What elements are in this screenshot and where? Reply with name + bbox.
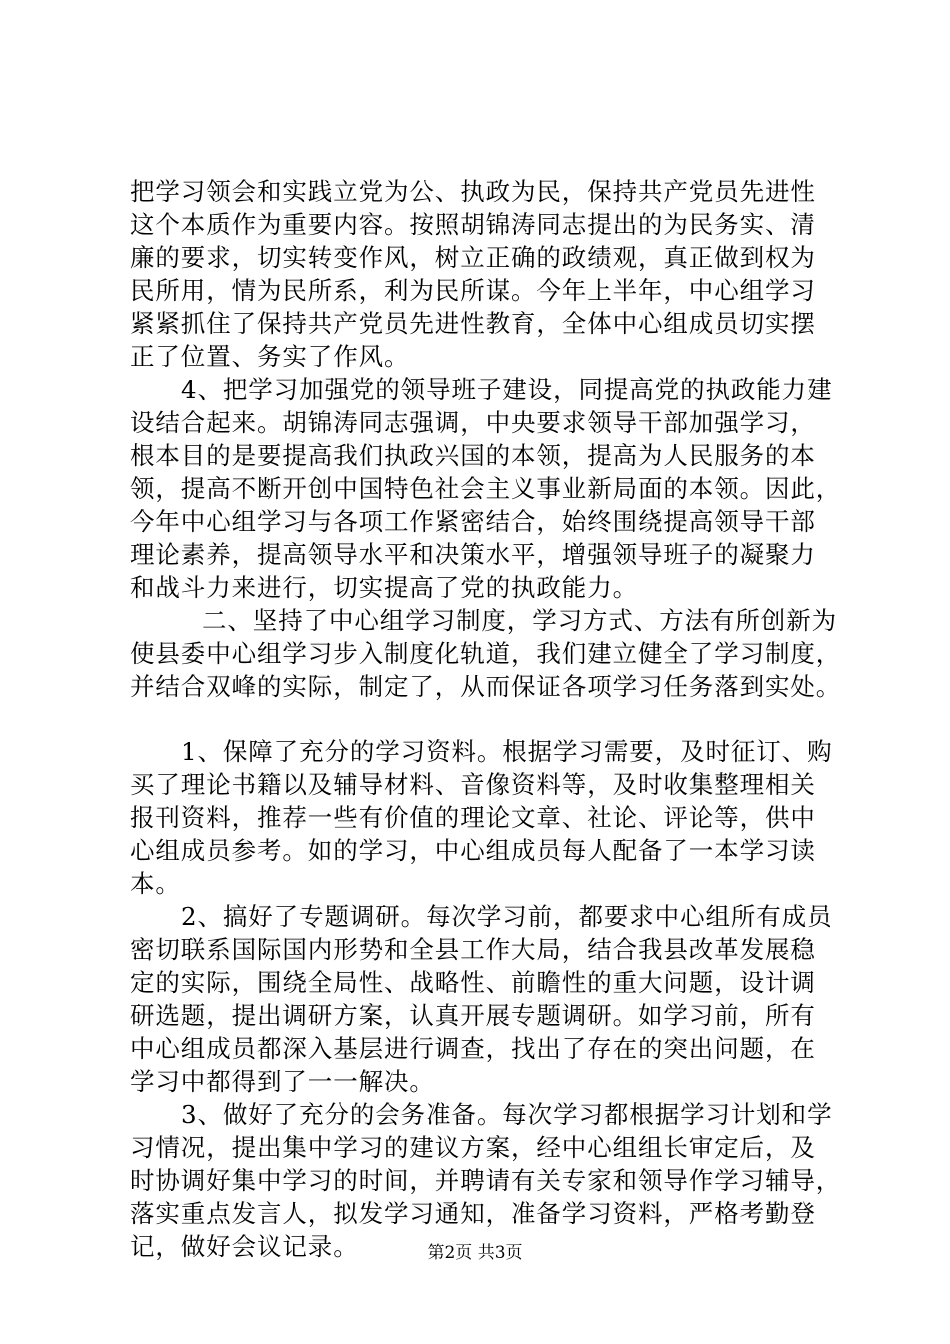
text-line: 今年中心组学习与各项工作紧密结合，始终围绕提高领导干部 [130,507,816,536]
text-line: 并结合双峰的实际，制定了，从而保证各项学习任务落到实处。 [130,672,842,701]
text-line: 设结合起来。胡锦涛同志强调，中央要求领导干部加强学习， [130,408,816,437]
text-line: 记，做好会议记录。 [130,1232,359,1261]
text-line: 习情况，提出集中学习的建议方案，经中心组组长审定后，及 [130,1133,816,1162]
text-line: 心组成员参考。如的学习，中心组成员每人配备了一本学习读 [130,836,816,865]
text-line: 定的实际，围绕全局性、战略性、前瞻性的重大问题，设计调 [130,968,816,997]
text-line: 根本目的是要提高我们执政兴国的本领，提高为人民服务的本 [130,441,816,470]
text-line: 报刊资料，推荐一些有价值的理论文章、社论、评论等，供中 [130,803,816,832]
text-line: 这个本质作为重要内容。按照胡锦涛同志提出的为民务实、清 [130,210,816,239]
text-line: 正了位置、务实了作风。 [130,342,410,371]
text-line: 领，提高不断开创中国特色社会主义事业新局面的本领。因此， [130,474,842,503]
text-line: 落实重点发言人，拟发学习通知，准备学习资料，严格考勤登 [130,1199,816,1228]
text-line: 买了理论书籍以及辅导材料、音像资料等，及时收集整理相关 [130,770,816,799]
text-line: 本。 [130,869,181,898]
section-heading-line: 二、坚持了中心组学习制度，学习方式、方法有所创新为 [202,606,837,635]
text-line: 民所用，情为民所系，利为民所谋。今年上半年，中心组学习 [130,276,816,305]
text-line: 理论素养，提高领导水平和决策水平，增强领导班子的凝聚力 [130,540,816,569]
text-line: 把学习领会和实践立党为公、执政为民，保持共产党员先进性 [130,177,816,206]
text-line: 中心组成员都深入基层进行调查，找出了存在的突出问题，在 [130,1034,816,1063]
text-line: 研选题，提出调研方案，认真开展专题调研。如学习前，所有 [130,1001,816,1030]
text-line: 紧紧抓住了保持共产党员先进性教育，全体中心组成员切实摆 [130,309,816,338]
text-line: 使县委中心组学习步入制度化轨道，我们建立健全了学习制度， [130,639,842,668]
page-number-footer: 第2页 共3页 [427,1243,523,1263]
text-line: 4、把学习加强党的领导班子建设，同提高党的执政能力建 [181,375,833,404]
text-line: 时协调好集中学习的时间，并聘请有关专家和领导作学习辅导， [130,1166,842,1195]
text-line: 密切联系国际国内形势和全县工作大局，结合我县改革发展稳 [130,935,816,964]
text-line: 1、保障了充分的学习资料。根据学习需要，及时征订、购 [181,737,833,766]
text-line: 和战斗力来进行，切实提高了党的执政能力。 [130,573,638,602]
text-line: 廉的要求，切实转变作风，树立正确的政绩观，真正做到权为 [130,243,816,272]
text-line: 学习中都得到了一一解决。 [130,1067,435,1096]
text-line: 2、搞好了专题调研。每次学习前，都要求中心组所有成员 [181,902,833,931]
text-line: 3、做好了充分的会务准备。每次学习都根据学习计划和学 [181,1100,833,1129]
